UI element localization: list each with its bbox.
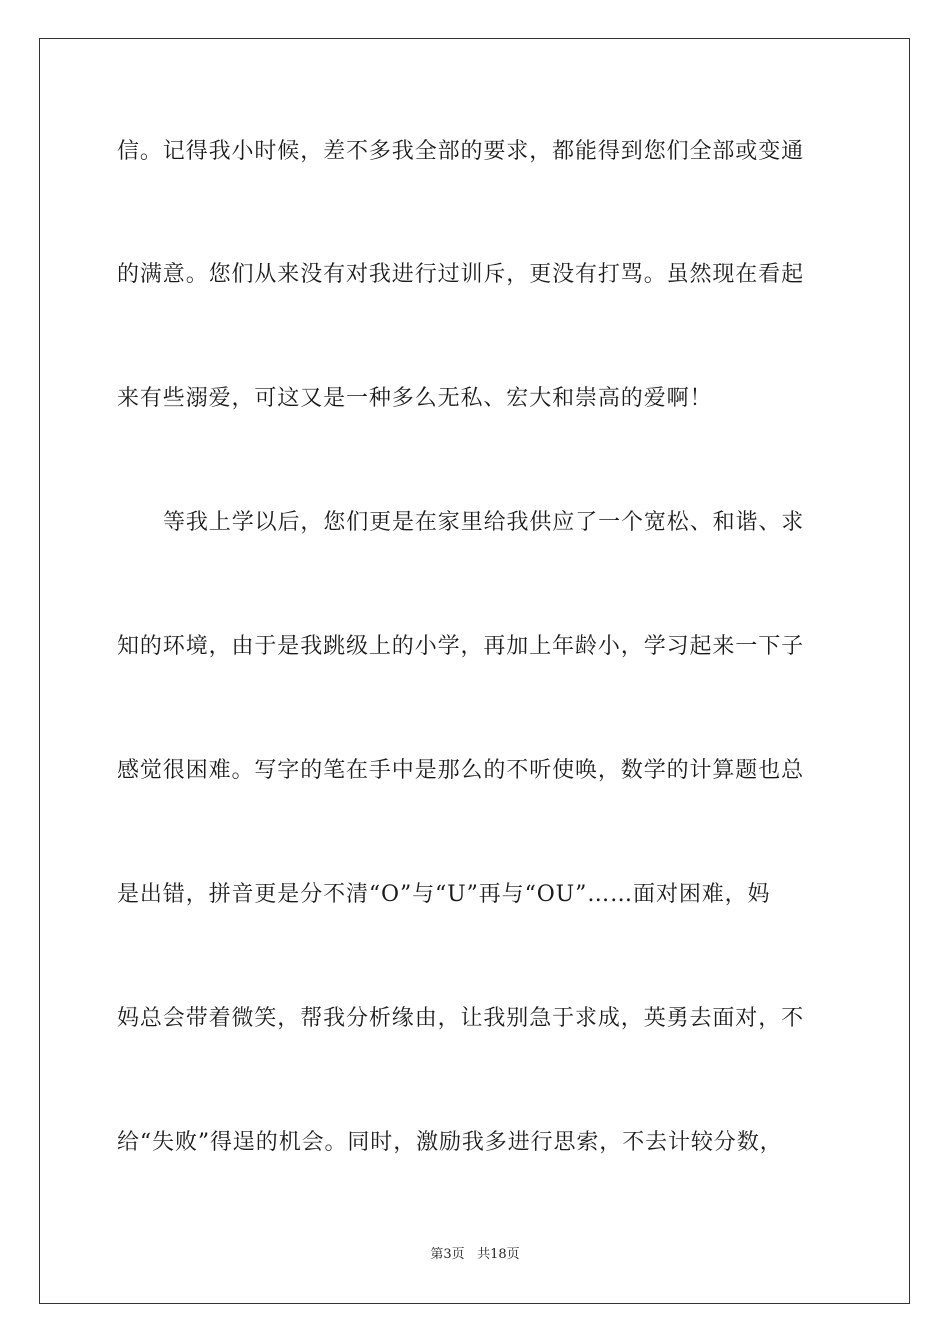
body-line-6: 感觉很困难。写字的笔在手中是那么的不听使唤，数学的计算题也总: [117, 758, 805, 783]
page-border: [39, 38, 910, 1304]
body-line-7: 是出错，拼音更是分不清“O”与“U”再与“OU”……面对困难，妈: [117, 882, 771, 907]
body-line-2: 的满意。您们从来没有对我进行过训斥，更没有打骂。虽然现在看起: [117, 262, 805, 287]
page-number: 第3页: [430, 1247, 465, 1262]
body-line-8: 妈总会带着微笑，帮我分析缘由，让我别急于求成，英勇去面对，不: [117, 1006, 805, 1031]
page-footer: [0, 1246, 950, 1264]
total-pages: 共18页: [477, 1247, 520, 1262]
body-line-4-paragraph-start: 等我上学以后，您们更是在家里给我供应了一个宽松、和谐、求: [163, 510, 805, 535]
body-line-5: 知的环境，由于是我跳级上的小学，再加上年龄小，学习起来一下子: [117, 634, 805, 659]
body-line-3: 来有些溺爱，可这又是一种多么无私、宏大和崇高的爱啊！: [117, 386, 713, 411]
body-line-1: 信。记得我小时候，差不多我全部的要求，都能得到您们全部或变通: [117, 139, 805, 164]
body-line-9: 给“失败”得逞的机会。同时，激励我多进行思索，不去计较分数，: [117, 1130, 783, 1155]
